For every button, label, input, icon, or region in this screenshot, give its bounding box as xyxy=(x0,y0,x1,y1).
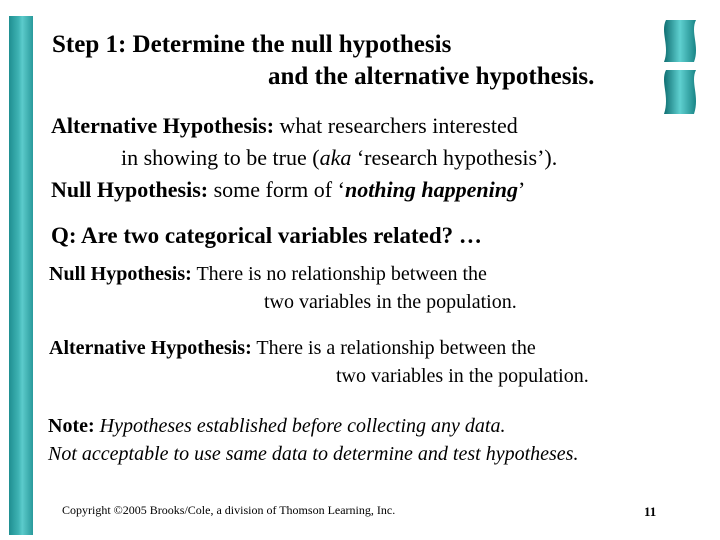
alt-definition-text-2: in showing to be true ( xyxy=(121,145,320,170)
note-text-1: Hypotheses established before collecting any data. xyxy=(94,415,506,437)
note-line-1 xyxy=(48,414,505,439)
alt-definition-text-3: ‘research hypothesis’). xyxy=(351,145,558,170)
slide-title-line-2: and the alternative hypothesis. xyxy=(268,63,595,90)
example-alt-text: There is a relationship between the xyxy=(251,337,536,359)
example-alt-line-1 xyxy=(49,336,536,361)
null-definition-text: some form of ‘ xyxy=(208,177,345,202)
null-definition-end: ’ xyxy=(517,177,526,202)
example-null-label: Null Hypothesis: xyxy=(49,263,192,285)
null-definition xyxy=(51,177,525,203)
alt-definition-label: Alternative Hypothesis: xyxy=(51,113,275,138)
copyright-text: Copyright ©2005 Brooks/Cole, a division of Thomson Learning, Inc. xyxy=(62,503,396,517)
alt-definition-line-1 xyxy=(51,113,518,139)
page-number: 11 xyxy=(644,504,657,519)
aka-text: aka xyxy=(319,145,352,170)
example-null-text: There is no relationship between the xyxy=(191,263,487,285)
wavy-teal-ribbon-icon xyxy=(660,18,700,116)
note-label: Note: xyxy=(48,415,95,437)
example-alt-line-2: two variables in the population. xyxy=(336,365,589,387)
note-line-2: Not acceptable to use same data to determine and test hypotheses. xyxy=(48,443,579,465)
example-null-line-2: two variables in the population. xyxy=(264,291,517,313)
question-heading: Q: Are two categorical variables related? … xyxy=(51,223,482,248)
null-definition-label: Null Hypothesis: xyxy=(51,177,209,202)
alt-definition-line-2 xyxy=(121,145,557,171)
alt-definition-text: what researchers interested xyxy=(274,113,518,138)
example-alt-label: Alternative Hypothesis: xyxy=(49,337,252,359)
left-accent-bar xyxy=(9,16,33,535)
example-null-line-1 xyxy=(49,262,487,287)
null-definition-emphasis: nothing happening xyxy=(344,177,518,202)
slide-title-line-1: Step 1: Determine the null hypothesis xyxy=(52,31,452,58)
